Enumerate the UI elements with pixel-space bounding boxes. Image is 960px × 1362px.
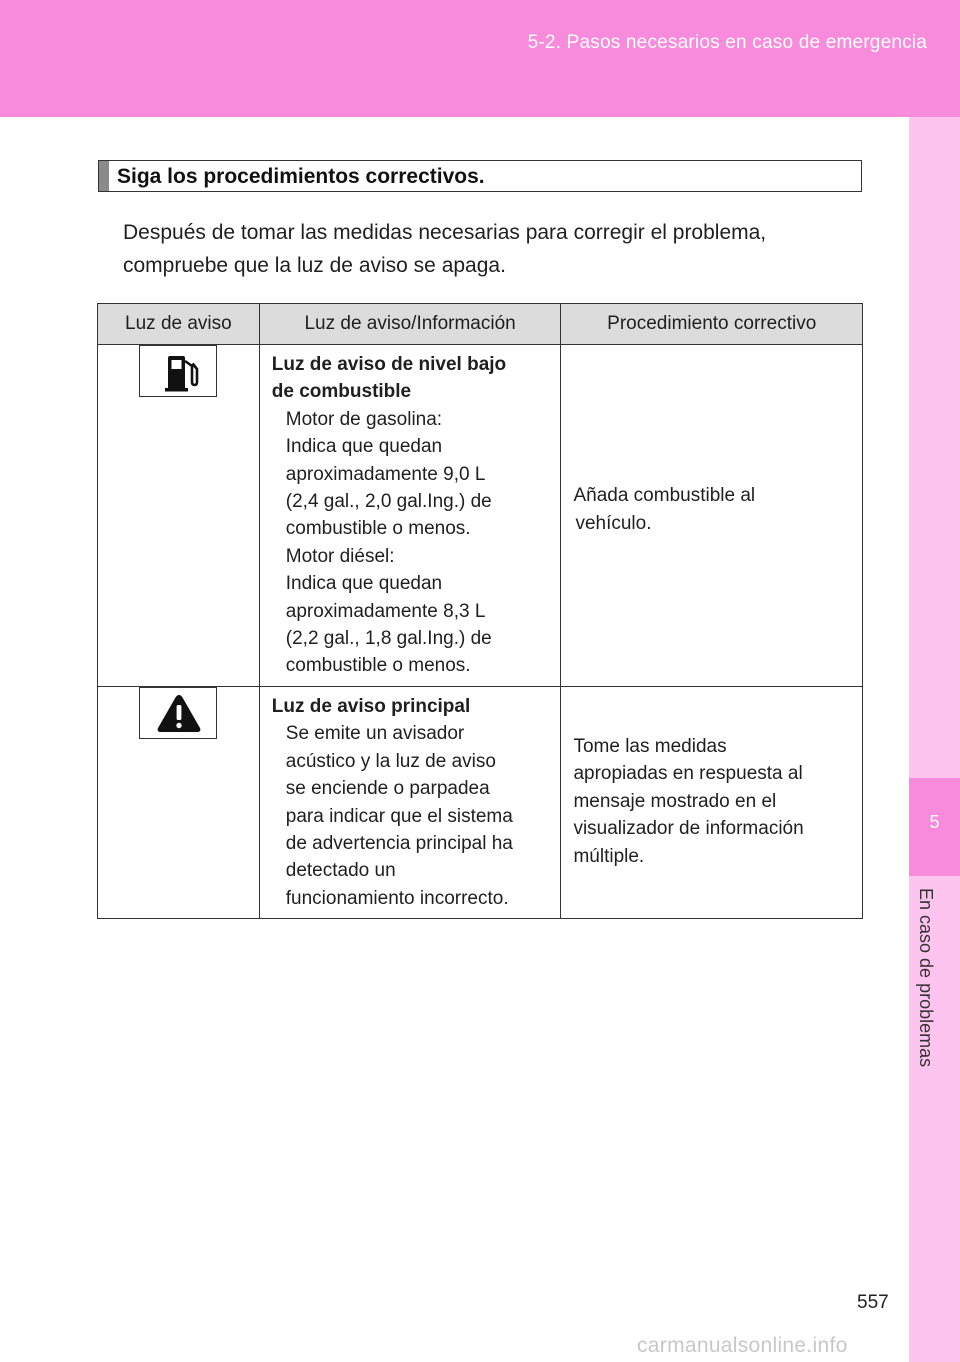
procedure-line: múltiple.: [573, 845, 645, 867]
page-number: 557: [857, 1292, 889, 1313]
warning-detail: (2,2 gal., 1,8 gal.Ing.) de: [285, 628, 492, 650]
warning-detail: aproximadamente 9,0 L: [285, 463, 486, 485]
warning-title: de combustible: [271, 381, 412, 403]
header-warning-light: Luz de aviso: [98, 304, 260, 345]
warning-detail: Se emite un avisador: [285, 723, 465, 745]
warning-info-cell: [259, 687, 561, 919]
warning-detail: acústico y la luz de aviso: [285, 750, 496, 772]
warning-lights-table: [97, 303, 863, 919]
procedure-cell: [561, 687, 863, 919]
section-header: 5-2. Pasos necesarios en caso de emergencia: [527, 32, 927, 53]
warning-detail: se enciende o parpadea: [285, 778, 490, 800]
warning-detail: de advertencia principal ha: [285, 833, 513, 855]
procedure-text: [573, 482, 852, 537]
icon-cell: [98, 687, 260, 919]
header-corrective-procedure: Procedimiento correctivo: [561, 304, 863, 345]
procedure-line: Añada combustible al: [573, 485, 756, 507]
icon-cell: [98, 345, 260, 687]
fuel-pump-icon: [154, 350, 204, 394]
warning-triangle-icon: [154, 692, 204, 736]
intro-line: Después de tomar las medidas necesarias para corregir el problema,: [123, 221, 767, 244]
procedure-line: Tome las medidas: [573, 736, 727, 757]
warning-detail: combustible o menos.: [285, 655, 471, 677]
side-strip: [909, 117, 960, 1362]
section-title-bar: [99, 161, 109, 191]
warning-detail: Indica que quedan: [285, 436, 443, 458]
intro-paragraph: [123, 216, 873, 282]
header-band: [0, 0, 960, 117]
table-header-row: [98, 304, 863, 345]
warning-detail: detectado un: [285, 860, 396, 882]
fuel-warning-light: [139, 345, 217, 397]
section-title: Siga los procedimientos correctivos.: [117, 165, 485, 188]
warning-title: Luz de aviso principal: [271, 696, 471, 717]
warning-detail: aproximadamente 8,3 L: [285, 600, 486, 622]
warning-detail: para indicar que el sistema: [285, 805, 513, 827]
intro-line: compruebe que la luz de aviso se apaga.: [123, 254, 506, 277]
procedure-line: vehículo.: [575, 512, 652, 534]
warning-detail: combustible o menos.: [285, 518, 471, 540]
chapter-number: 5: [929, 812, 940, 832]
warning-detail: funcionamiento incorrecto.: [285, 887, 509, 909]
watermark: carmanualsonline.info: [637, 1334, 848, 1357]
table-row: [98, 687, 863, 919]
warning-title: Luz de aviso de nivel bajo: [271, 354, 507, 375]
procedure-cell: [561, 345, 863, 687]
warning-detail: Motor diésel:: [285, 545, 395, 567]
procedure-line: mensaje mostrado en el: [573, 790, 777, 812]
master-warning-light: [139, 687, 217, 739]
warning-detail: Motor de gasolina:: [285, 408, 443, 430]
warning-info-cell: [259, 345, 561, 687]
warning-detail: (2,4 gal., 2,0 gal.Ing.) de: [285, 491, 492, 513]
chapter-title: En caso de problemas: [916, 888, 936, 1068]
section-title-box: [98, 160, 862, 192]
procedure-line: visualizador de información: [573, 818, 804, 840]
procedure-line: apropiadas en respuesta al: [573, 763, 803, 785]
chapter-title-vertical: [915, 888, 941, 1093]
table-row: [98, 345, 863, 687]
warning-detail: Indica que quedan: [285, 573, 443, 595]
header-warning-info: Luz de aviso/Información: [259, 304, 561, 345]
